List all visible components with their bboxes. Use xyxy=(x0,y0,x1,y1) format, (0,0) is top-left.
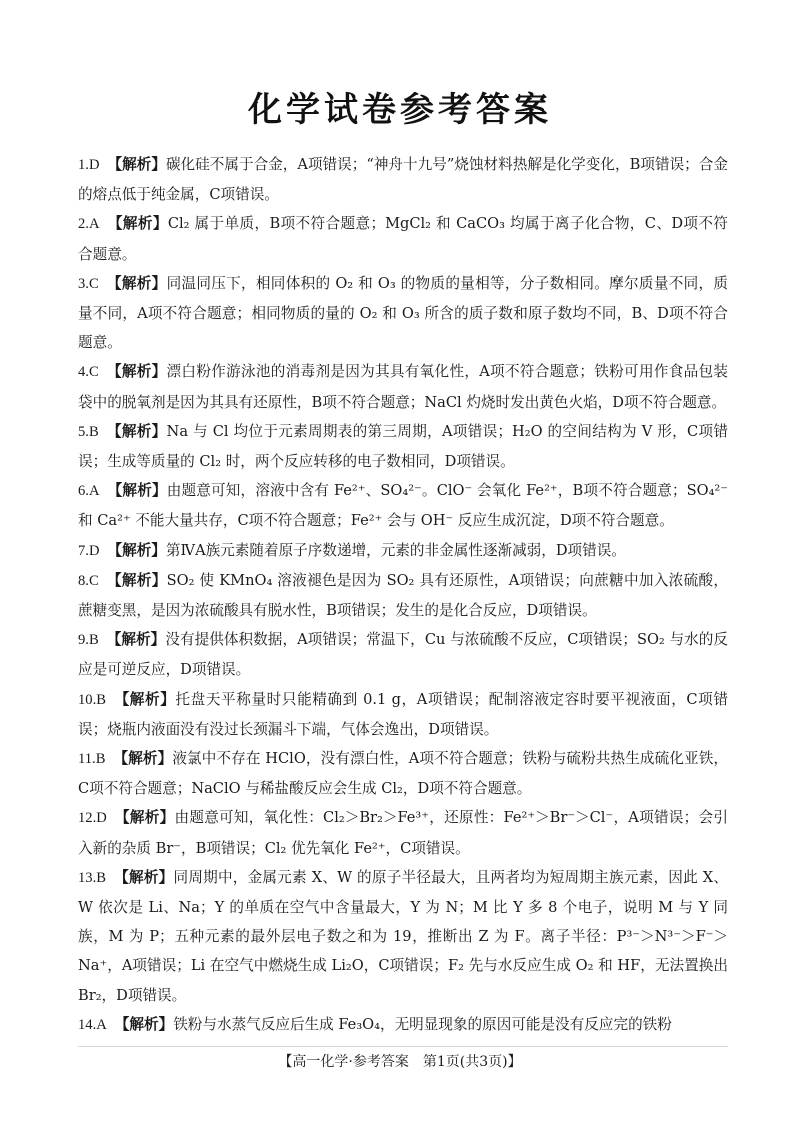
answer-text: SO₂ 使 KMnO₄ 溶液褪色是因为 SO₂ 具有还原性，A项错误；向蔗糖中加入浓硫酸，蔗糖变黑，是因为浓硫酸具有脱水性，B项错误；发生的是化合反应，D项错误。 xyxy=(78,571,728,620)
answer-number: 13.B xyxy=(78,869,106,886)
analysis-tag: 【解析】 xyxy=(113,868,174,886)
answer-number: 7.D xyxy=(78,542,100,559)
analysis-tag: 【解析】 xyxy=(107,541,166,559)
page-footer: 【高一化学·参考答案 第1页(共3页)】 xyxy=(278,1054,522,1070)
analysis-tag: 【解析】 xyxy=(113,690,176,708)
answer-list xyxy=(78,150,728,1040)
answer-text: Na 与 Cl 均位于元素周期表的第三周期，A项错误；H₂O 的空间结构为 V 形，C项错误；生成等质量的 Cl₂ 时，两个反应转移的电子数相同，D项错误。 xyxy=(78,422,728,471)
answer-number: 5.B xyxy=(78,423,99,440)
analysis-tag: 【解析】 xyxy=(114,809,175,827)
answer-text: 没有提供体积数据，A项错误；常温下，Cu 与浓硫酸不反应，C项错误；SO₂ 与水的反应是可逆反应，D项错误。 xyxy=(78,631,728,679)
answer-item-14 xyxy=(78,1010,728,1040)
analysis-tag: 【解析】 xyxy=(113,750,173,768)
answer-item-12 xyxy=(78,803,728,862)
analysis-tag: 【解析】 xyxy=(106,631,166,649)
answer-text: 由题意可知，氧化性：Cl₂＞Br₂＞Fe³⁺，还原性：Fe²⁺＞Br⁻＞Cl⁻，A项错误；会引入新的杂质 Br⁻，B项错误；Cl₂ 优先氧化 Fe²⁺，C项错误。 xyxy=(78,809,728,857)
answer-text: 同周期中，金属元素 X、W 的原子半径最大，且两者均为短周期主族元素，因此 X、W 依次是 Li、Na；Y 的单质在空气中含量最大，Y 为 N；M 比 Y 多 8 个电子，说明 M 与 Y 同族，M 为 P；五种元素的最外层电子数之和为 19，推断出 Z 为 F。离子半径：P³⁻＞N³⁻＞F⁻＞Na⁺，A项错误；Li 在空气中燃烧生成 Li₂O，C项错误；F₂ 先与水反应生成 O₂ 和 HF，无法置换出 Br₂，D项错误。 xyxy=(78,868,728,1004)
answer-text: 第ⅣA族元素随着原子序数递增，元素的非金属性逐渐减弱，D项错误。 xyxy=(165,541,626,559)
answer-text: 同温同压下，相同体积的 O₂ 和 O₃ 的物质的量相等，分子数相同。摩尔质量不同，质量不同，A项不符合题意；相同物质的量的 O₂ 和 O₃ 所含的质子数和原子数均不同，B、D项不符合题意。 xyxy=(78,274,728,352)
answer-item-3 xyxy=(78,269,728,358)
answer-item-4 xyxy=(78,357,728,416)
answer-item-8 xyxy=(78,566,728,625)
answer-number: 12.D xyxy=(78,810,107,827)
answer-text: 碳化硅不属于合金，A项错误；“神舟十九号”烧蚀材料热解是化学变化，B项错误；合金的熔点低于纯金属，C项错误。 xyxy=(78,156,728,204)
analysis-tag: 【解析】 xyxy=(107,156,166,173)
answer-number: 4.C xyxy=(78,364,99,381)
answer-item-2 xyxy=(78,209,728,268)
answer-item-7 xyxy=(78,536,728,566)
analysis-tag: 【解析】 xyxy=(106,274,167,292)
analysis-tag: 【解析】 xyxy=(114,1015,174,1033)
answer-item-6 xyxy=(78,476,728,535)
answer-number: 1.D xyxy=(78,157,100,173)
answer-number: 9.B xyxy=(78,632,99,649)
footer-divider xyxy=(78,1046,728,1047)
answer-text: 由题意可知，溶液中含有 Fe²⁺、SO₄²⁻。ClO⁻ 会氧化 Fe²⁺，B项不符合题意；SO₄²⁻和 Ca²⁺ 不能大量共存，C项不符合题意；Fe²⁺ 会与 OH⁻ 反应生成沉淀，D项不符合题意。 xyxy=(78,482,728,530)
answer-item-11 xyxy=(78,744,728,803)
page-title: 化学试卷参考答案 xyxy=(248,90,552,130)
analysis-tag: 【解析】 xyxy=(106,363,167,381)
answer-number: 6.A xyxy=(78,483,100,500)
answer-text: 铁粉与水蒸气反应后生成 Fe₃O₄，无明显现象的原因可能是没有反应完的铁粉 xyxy=(173,1015,672,1033)
answer-item-9 xyxy=(78,625,728,684)
answer-number: 14.A xyxy=(78,1016,107,1033)
answer-number: 11.B xyxy=(78,751,106,768)
analysis-tag: 【解析】 xyxy=(106,571,167,589)
analysis-tag: 【解析】 xyxy=(106,422,167,440)
answer-number: 10.B xyxy=(78,691,106,708)
answer-item-5 xyxy=(78,417,728,476)
answer-text: 漂白粉作游泳池的消毒剂是因为其具有氧化性，A项不符合题意；铁粉可用作食品包装袋中的脱氧剂是因为其具有还原性，B项不符合题意；NaCl 灼烧时发出黄色火焰，D项不符合题意。 xyxy=(78,363,728,411)
answer-item-13 xyxy=(78,863,728,1010)
analysis-tag: 【解析】 xyxy=(107,215,168,233)
answer-number: 8.C xyxy=(78,572,99,589)
analysis-tag: 【解析】 xyxy=(107,482,167,500)
answer-text: Cl₂ 属于单质，B项不符合题意；MgCl₂ 和 CaCO₃ 均属于离子化合物，C、D项不符合题意。 xyxy=(78,215,728,263)
answer-number: 3.C xyxy=(78,275,99,292)
answer-text: 托盘天平称量时只能精确到 0.1 g，A项错误；配制溶液定容时要平视液面，C项错误；烧瓶内液面没有没过长颈漏斗下端，气体会逸出，D项错误。 xyxy=(78,690,728,738)
answer-text: 液氯中不存在 HClO，没有漂白性，A项不符合题意；铁粉与硫粉共热生成硫化亚铁，C项不符合题意；NaClO 与稀盐酸反应会生成 Cl₂，D项不符合题意。 xyxy=(78,750,728,798)
answer-item-10 xyxy=(78,685,728,744)
answer-number: 2.A xyxy=(78,216,100,233)
answer-item-1 xyxy=(78,150,728,209)
